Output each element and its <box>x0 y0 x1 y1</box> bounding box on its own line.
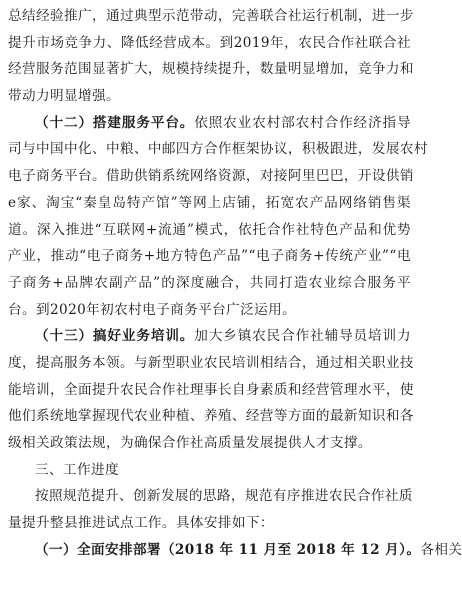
text-line: 台。到2020年初农村电子商务平台广泛运用。 <box>8 301 297 318</box>
text-line: 能培训，全面提升农民合作社理事长自身素质和经营管理水平，使 <box>8 381 414 398</box>
text-line: 级相关政策法规，为确保合作社高质量发展提供人才支撑。 <box>8 435 372 451</box>
section-12-text: 依照农业农村部农村合作经济指导 <box>194 114 411 131</box>
section-13-text: 加大乡镇农民合作社辅导员培训力 <box>194 328 411 345</box>
text-line: 度，提高服务本领。与新型职业农民培训相结合，通过相关职业技 <box>8 354 414 371</box>
section-3-1-heading: （一）全面安排部署（2018 年 11 月至 2018 年 12 月）。 <box>35 541 421 558</box>
section-3-1-text: 各相关 <box>420 541 462 558</box>
text-line: 道。深入推进“互联网+流通”模式，依托合作社特色产品和优势 <box>8 221 411 238</box>
text-line: 司与中国中化、中粮、中邮四方合作框架协议，积极跟进，发展农村 <box>8 141 428 158</box>
section-13-business-training <box>8 323 414 456</box>
text-line: 他们系统地掌握现代农业种植、养殖、经营等方面的最新知识和各 <box>8 408 414 425</box>
text-line: 经营服务范围显著扩大，规模持续提升，数量明显增加，竞争力和 <box>8 61 414 78</box>
text-line: 提升市场竞争力、降低经营成本。到2019年，农民合作社联合社 <box>8 34 411 51</box>
section-3-title: 三、工作进度 <box>35 461 119 478</box>
section-12-service-platform <box>8 110 428 324</box>
text-line: e家、淘宝“秦皇岛特产馆”等网上店铺，拓宽农产品网络销售渠 <box>8 194 411 211</box>
text-line: 按照规范提升、创新发展的思路，规范有序推进农民合作社质 <box>35 488 413 505</box>
section-3-1-overall-arrangement <box>8 537 462 564</box>
section-3-work-progress <box>8 457 411 537</box>
section-12-heading: （十二）搭建服务平台。 <box>35 114 195 131</box>
section-13-first-line <box>8 323 411 350</box>
paragraph-cooperative-federation <box>8 3 414 110</box>
text-line: 总结经验推广，通过典型示范带动，完善联合社运行机制，进一步 <box>8 8 414 24</box>
text-line: 产业，推动“电子商务+地方特色产品”“电子商务+传统产业”“电 <box>8 248 411 265</box>
text-line: 子商务+品牌农副产品”的深度融合，共同打造农业综合服务平 <box>8 274 411 291</box>
section-3-1-first-line <box>8 537 462 564</box>
section-12-first-line <box>8 110 411 137</box>
text-line: 带动力明显增强。 <box>8 88 120 105</box>
text-line: 量提升整县推进试点工作。具体安排如下： <box>8 515 274 532</box>
section-13-heading: （十三）搞好业务培训。 <box>35 328 195 345</box>
text-line: 电子商务平台。借助供销系统网络资源，对接阿里巴巴，开设供销 <box>8 168 414 185</box>
